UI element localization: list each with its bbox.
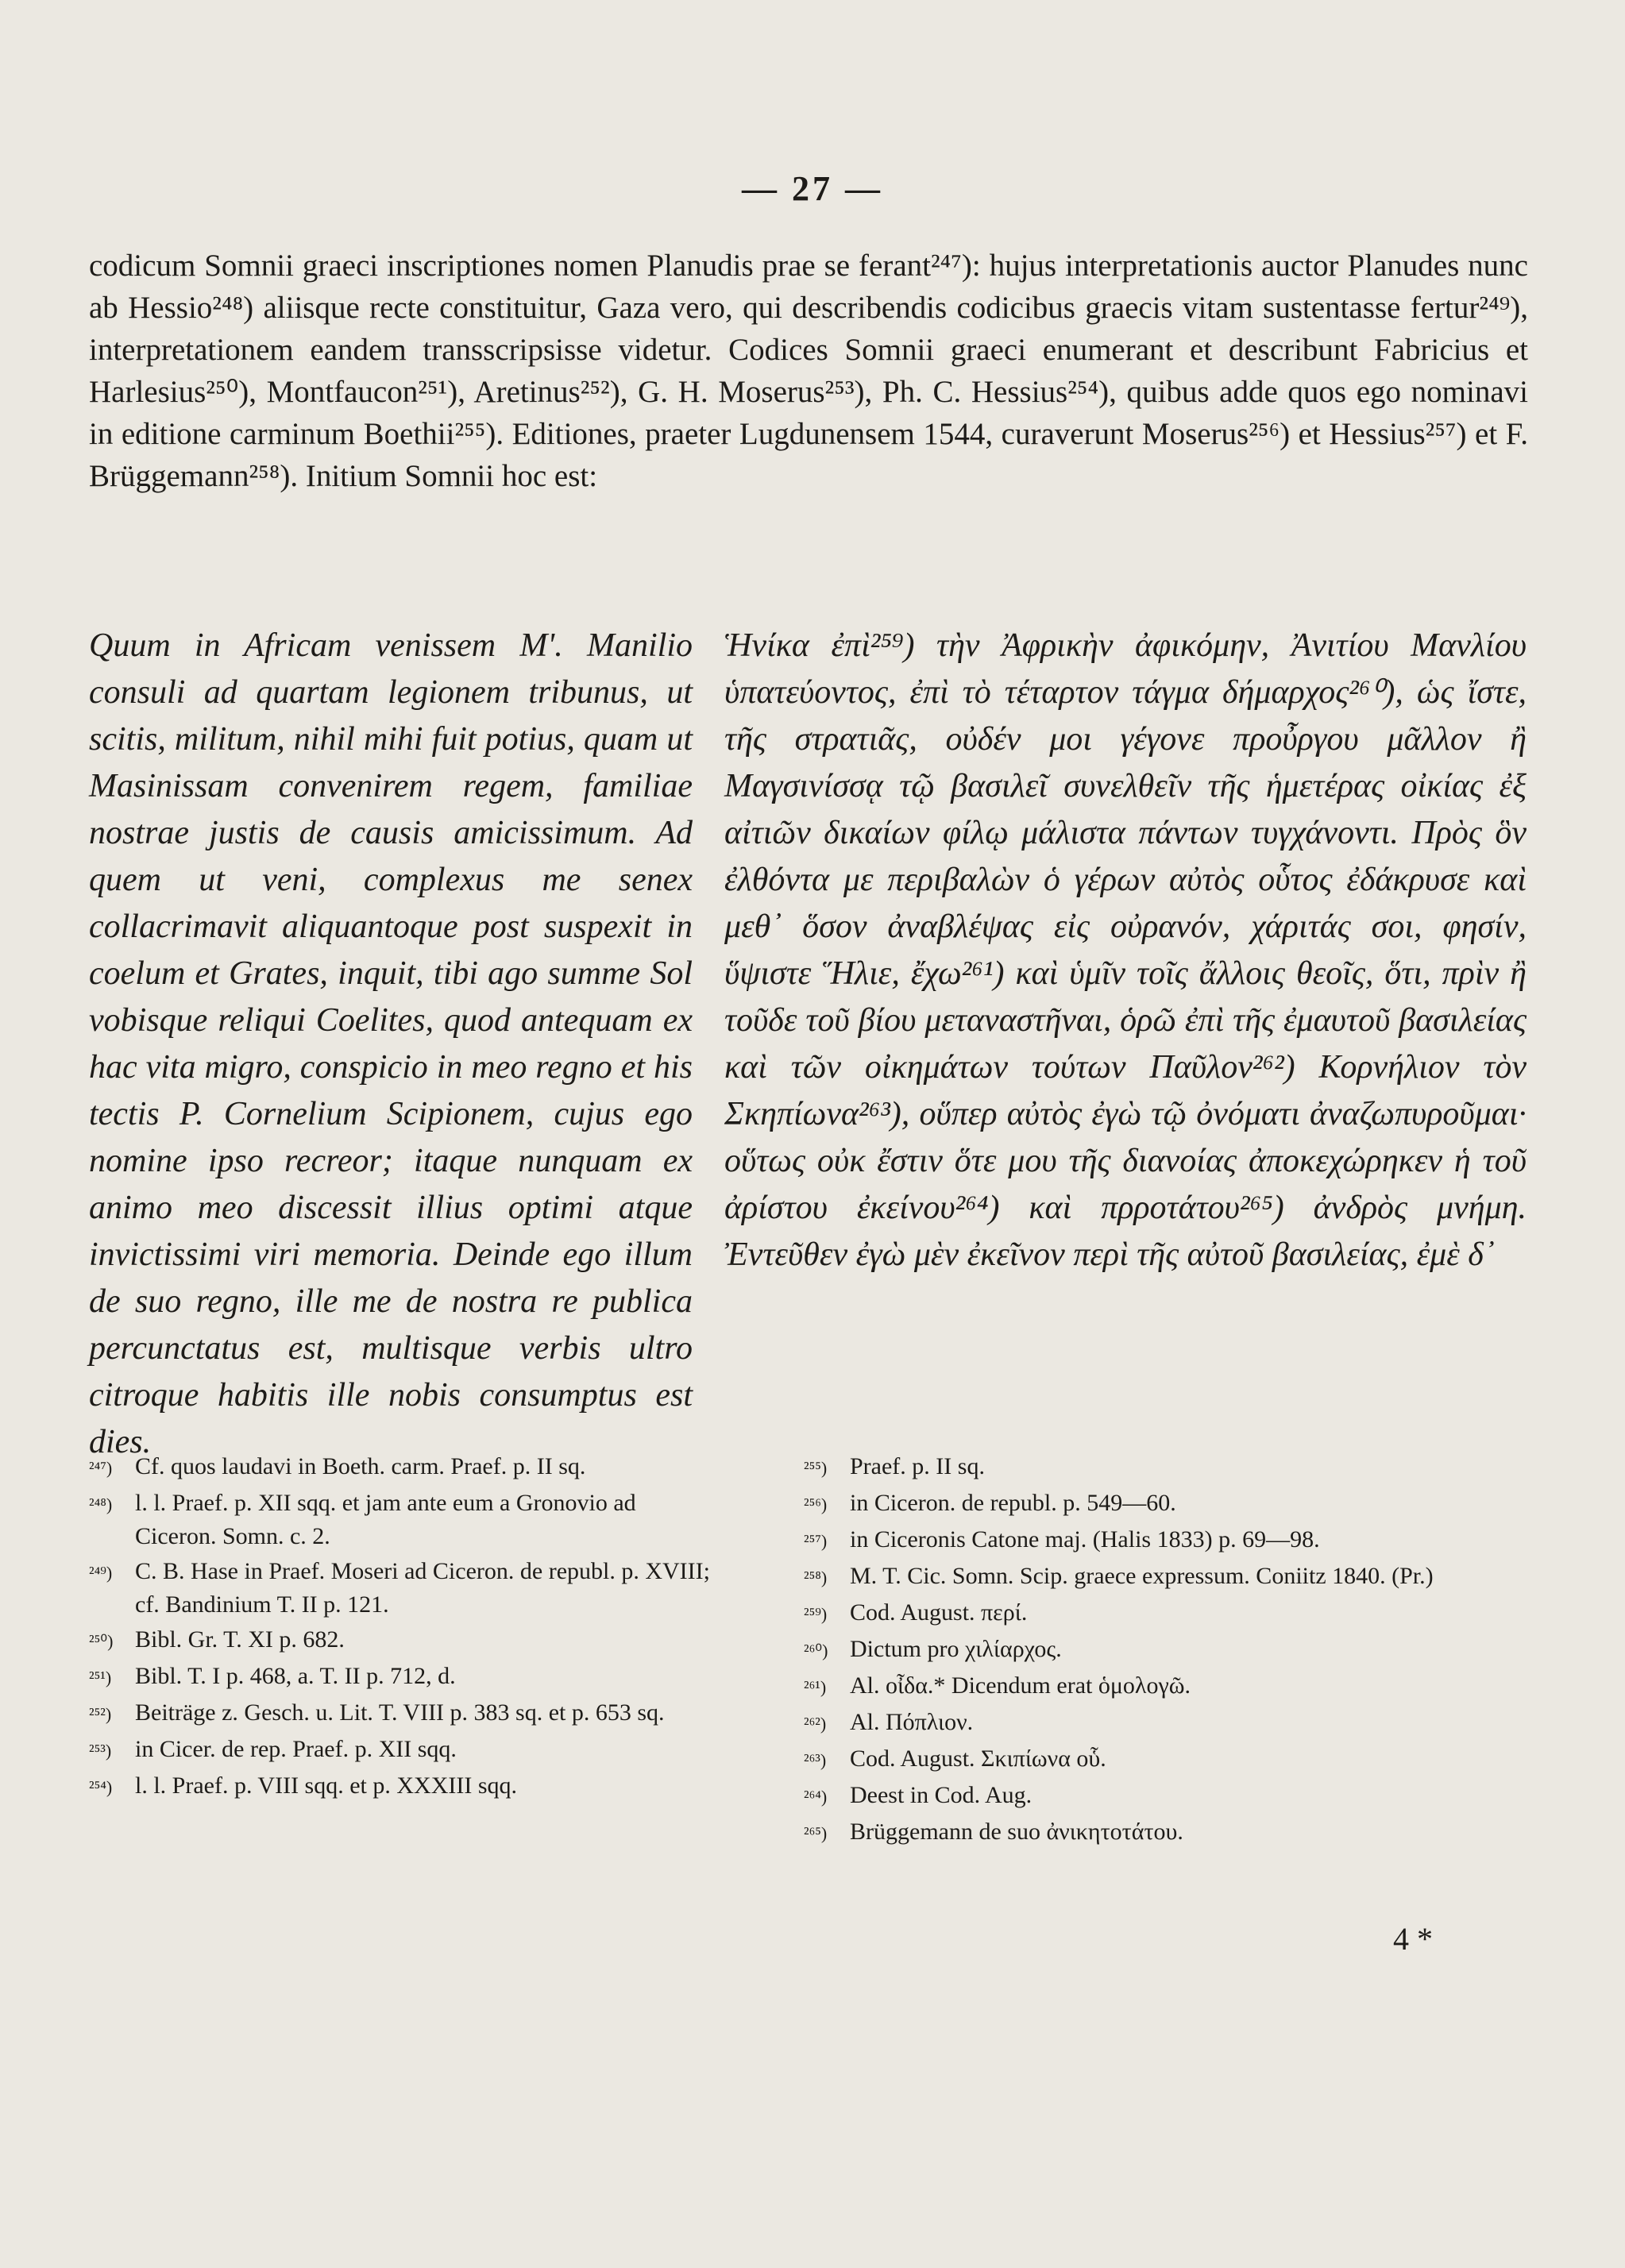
footnote (804, 1669, 1503, 1704)
footnote-text: Cod. August. Σκιπίωνα οὗ. (850, 1745, 1106, 1772)
footnote-number: ²⁵⁸) (804, 1568, 828, 1587)
footnotes-right (804, 1450, 1503, 1852)
latin-text: Quum in Africam venissem M'. Manilio consuli ad quartam legionem tribunus, ut scitis, militum, nihil mihi fuit potius, quam ut Masinissam convenirem regem, familiae nostrae justis de causis amicissimum. Ad quem ut veni, complexus me senex collacrimavit aliquantoque post suspexit in coelum et Grates, inquit, tibi ago summe Sol vobisque reliqui Coelites, quod antequam ex hac vita migro, conspicio in meo regno et his tectis P. Cornelium Scipionem, cujus ego nomine ipso recreor; itaque nunquam ex animo meo discessit illius optimi atque invictissimi viri memoria. Deinde ego illum de suo regno, ille me de nostra re publica percunctatus est, multisque verbis ultro citroque habitis ille nobis consumptus est dies. (89, 627, 693, 1460)
footnote-text: Bibl. Gr. T. XI p. 682. (135, 1626, 345, 1653)
footnote (804, 1815, 1503, 1850)
footnote-text: Al. Πόπλιον. (850, 1709, 974, 1735)
footnote-text: Brüggemann de suo ἀνικητοτάτου. (850, 1819, 1183, 1845)
footnote (89, 1660, 716, 1695)
footnote (804, 1487, 1503, 1522)
footnote-number: ²⁵²) (89, 1704, 112, 1724)
footnote (89, 1487, 716, 1553)
latin-column (89, 623, 693, 1466)
printer-signature: 4 * (1393, 1921, 1433, 1957)
footnote-number: ²⁶¹) (804, 1677, 827, 1697)
footnote-number: ²⁵⁹) (804, 1604, 828, 1624)
footnote (804, 1633, 1503, 1668)
footnote (804, 1450, 1503, 1485)
footnote-text: l. l. Praef. p. VIII sqq. et p. XXXIII sqq. (135, 1772, 518, 1799)
footnote-text: Cf. quos laudavi in Boeth. carm. Praef. p. II sq. (135, 1453, 586, 1479)
footnote-text: in Ciceron. de republ. p. 549—60. (850, 1490, 1176, 1516)
footnote-text: Praef. p. II sq. (850, 1453, 985, 1479)
footnote (89, 1555, 716, 1622)
page-number: — 27 — (742, 169, 883, 208)
footnote-number: ²⁵⁰) (89, 1631, 114, 1651)
footnote-text: Cod. August. περί. (850, 1599, 1028, 1626)
footnote-number: ²⁵⁷) (804, 1531, 828, 1551)
footnote-number: ²⁴⁹) (89, 1563, 113, 1583)
footnote (89, 1450, 716, 1485)
footnote-number: ²⁶⁵) (804, 1823, 828, 1843)
footnote-number: ²⁶⁰) (804, 1641, 828, 1660)
footnote-text: in Ciceronis Catone maj. (Halis 1833) p. 69—98. (850, 1526, 1320, 1552)
footnote-number: ²⁶²) (804, 1714, 827, 1734)
footnote-number: ²⁵⁶) (804, 1495, 828, 1514)
footnote (804, 1706, 1503, 1741)
footnote-number: ²⁵¹) (89, 1668, 112, 1688)
footnote-text: in Cicer. de rep. Praef. p. XII sqq. (135, 1736, 457, 1762)
intro-text: codicum Somnii graeci inscriptiones nomen Planudis prae se ferant²⁴⁷): hujus interpretationis auctor Planudes nunc ab Hessio²⁴⁸) aliisque recte constituitur, Gaza vero, qui describendis codicibus graecis vitam sustentasse fertur²⁴⁹), interpretationem eandem transscripsisse videtur. Codices Somnii graeci enumerant et describunt Fabricius et Harlesius²⁵⁰), Montfaucon²⁵¹), Aretinus²⁵²), G. H. Moserus²⁵³), Ph. C. Hessius²⁵⁴), quibus adde quos ego nominavi in editione carminum Boethii²⁵⁵). Editiones, praeter Lugdunensem 1544, curaverunt Moserus²⁵⁶) et Hessius²⁵⁷) et F. Brüggemann²⁵⁸). Initium Somnii hoc est: (89, 249, 1528, 493)
footnote-text: Bibl. T. I p. 468, a. T. II p. 712, d. (135, 1663, 456, 1689)
footnote (804, 1596, 1503, 1631)
footnote-text: C. B. Hase in Praef. Moseri ad Ciceron. de republ. p. XVIII; cf. Bandinium T. II p. 121. (135, 1558, 710, 1618)
footnote (89, 1623, 716, 1658)
footnote-number: ²⁵⁴) (89, 1777, 113, 1797)
intro-paragraph (89, 245, 1528, 497)
footnote (804, 1742, 1503, 1777)
footnote-number: ²⁵³) (89, 1741, 112, 1761)
footnotes-left (89, 1450, 716, 1806)
footnote (89, 1696, 716, 1731)
footnote-text: M. T. Cic. Somn. Scip. graece expressum. Coniitz 1840. (Pr.) (850, 1563, 1434, 1589)
footnote (89, 1733, 716, 1768)
footnote-number: ²⁶⁴) (804, 1787, 828, 1807)
footnote-text: Dictum pro χιλίαρχος. (850, 1636, 1062, 1662)
footnote (804, 1523, 1503, 1558)
greek-column (724, 623, 1527, 1279)
footnote (89, 1769, 716, 1804)
footnote-number: ²⁵⁵) (804, 1458, 828, 1478)
footnote-number: ²⁴⁷) (89, 1458, 113, 1478)
footnote-text: l. l. Praef. p. XII sqq. et jam ante eum a Gronovio ad Ciceron. Somn. c. 2. (135, 1490, 636, 1549)
footnote (804, 1779, 1503, 1814)
footnote-text: Deest in Cod. Aug. (850, 1782, 1033, 1808)
footnote-text: Al. οἶδα.* Dicendum erat ὁμολογῶ. (850, 1672, 1191, 1699)
footnote (804, 1560, 1503, 1595)
greek-text: Ἡνίκα ἐπὶ²⁵⁹) τὴν Ἀφρικὴν ἀφικόμην, Ἀνιτίου Μανλίου ὑπατεύοντος, ἐπὶ τὸ τέταρτον τάγμα δήμαρχος²⁶⁰), ὡς ἴστε, τῆς στρατιᾶς, οὐδέν μοι γέγονε προὖργου μᾶλλον ἢ Μαγσινίσσᾳ τῷ βασιλεῖ συνελθεῖν τῆς ἡμετέρας οἰκίας ἐξ αἰτιῶν δικαίων φίλῳ μάλιστα πάντων τυγχάνοντι. Πρὸς ὃν ἐλθόντα με περιβαλὼν ὁ γέρων αὐτὸς οὗτος ἐδάκρυσε καὶ μεθ᾽ ὅσον ἀναβλέψας εἰς οὐρανόν, χάριτάς σοι, φησίν, ὕψιστε Ἥλιε, ἔχω²⁶¹) καὶ ὑμῖν τοῖς ἄλλοις θεοῖς, ὅτι, πρὶν ἢ τοῦδε τοῦ βίου μεταναστῆναι, ὁρῶ ἐπὶ τῆς ἐμαυτοῦ βασιλείας καὶ τῶν οἰκημάτων τούτων Παῦλον²⁶²) Κορνήλιον τὸν Σκηπίωνα²⁶³), οὕπερ αὐτὸς ἐγὼ τῷ ὀνόματι ἀναζωπυροῦμαι· οὕτως οὐκ ἔστιν ὅτε μου τῆς διανοίας ἀποκεχώρηκεν ἡ τοῦ ἀρίστου ἐκείνου²⁶⁴) καὶ πρροτάτου²⁶⁵) ἀνδρὸς μνήμη. Ἐντεῦθεν ἐγὼ μὲν ἐκεῖνον περὶ τῆς αὐτοῦ βασιλείας, ἐμὲ δ᾽ (724, 627, 1527, 1273)
footnote-number: ²⁴⁸) (89, 1495, 113, 1514)
footnote-text: Beiträge z. Gesch. u. Lit. T. VIII p. 383 sq. et p. 653 sq. (135, 1699, 665, 1726)
footnote-number: ²⁶³) (804, 1750, 827, 1770)
